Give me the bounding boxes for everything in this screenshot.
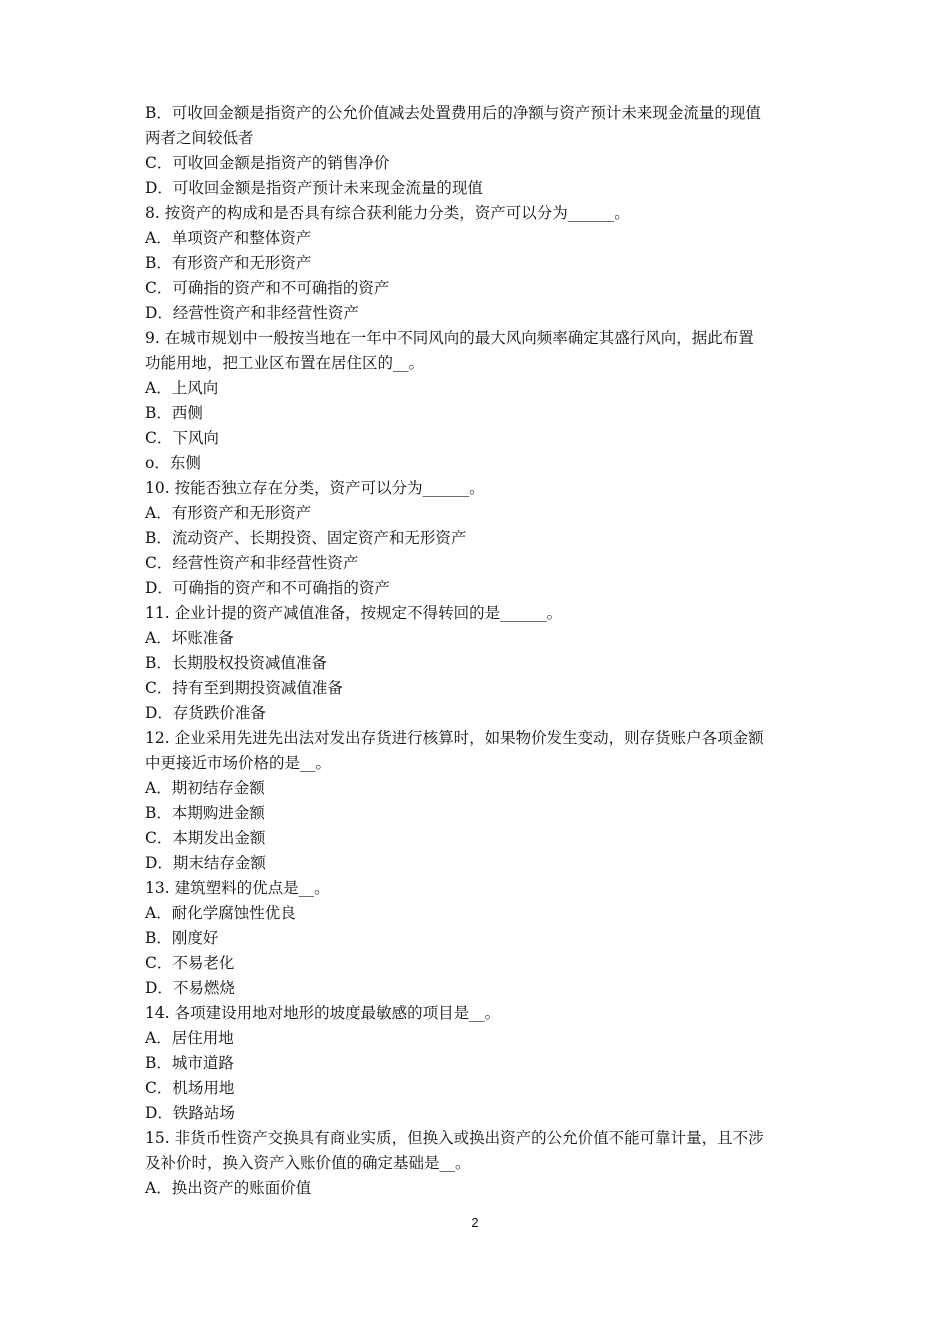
question-line: 11. 企业计提的资产减值准备，按规定不得转回的是______。 — [145, 604, 563, 622]
text-line: A．期初结存金额 — [145, 779, 265, 797]
text-line: A．换出资产的账面价值 — [145, 1179, 312, 1197]
text-line: B．西侧 — [145, 404, 203, 422]
text-line: B．本期购进金额 — [145, 804, 265, 822]
text-line: A．单项资产和整体资产 — [145, 229, 312, 247]
text-line: D．可收回金额是指资产预计未来现金流量的现值 — [145, 179, 483, 197]
text-line: o．东侧 — [145, 454, 201, 472]
text-line: B．流动资产、长期投资、固定资产和无形资产 — [145, 529, 467, 547]
text-line: B．刚度好 — [145, 929, 219, 947]
text-line: C．机场用地 — [145, 1079, 235, 1097]
question-line: 9. 在城市规划中一般按当地在一年中不同风向的最大风向频率确定其盛行风向，据此布置 — [145, 329, 754, 347]
question-line: 15. 非货币性资产交换具有商业实质，但换入或换出资产的公允价值不能可靠计量，且不涉 — [145, 1129, 764, 1147]
text-line: D．铁路站场 — [145, 1104, 235, 1122]
text-line: C．持有至到期投资减值准备 — [145, 679, 343, 697]
text-line: D．不易燃烧 — [145, 979, 235, 997]
page-content — [145, 101, 835, 1201]
text-line: D．可确指的资产和不可确指的资产 — [145, 579, 390, 597]
text-line: B．城市道路 — [145, 1054, 234, 1072]
text-line: C．下风向 — [145, 429, 219, 447]
question-line: 12. 企业采用先进先出法对发出存货进行核算时，如果物价发生变动，则存货账户各项金额 — [145, 729, 764, 747]
text-line: A．上风向 — [145, 379, 219, 397]
question-line: 8. 按资产的构成和是否具有综合获利能力分类，资产可以分为______。 — [145, 204, 630, 222]
text-line: B．可收回金额是指资产的公允价值减去处置费用后的净额与资产预计未来现金流量的现值 — [145, 104, 761, 122]
text-line: C．可收回金额是指资产的销售净价 — [145, 154, 390, 172]
question-line: 13. 建筑塑料的优点是__。 — [145, 879, 330, 897]
text-line: A．耐化学腐蚀性优良 — [145, 904, 296, 922]
text-line: 两者之间较低者 — [145, 129, 254, 147]
text-line: C．不易老化 — [145, 954, 235, 972]
text-line: B．有形资产和无形资产 — [145, 254, 312, 272]
text-line: D．期末结存金额 — [145, 854, 266, 872]
text-line: B．长期股权投资减值准备 — [145, 654, 327, 672]
text-line: C．本期发出金额 — [145, 829, 266, 847]
text-line: C．可确指的资产和不可确指的资产 — [145, 279, 390, 297]
page-number: 2 — [471, 1215, 479, 1230]
text-line: A．有形资产和无形资产 — [145, 504, 312, 522]
question-line: 10. 按能否独立存在分类，资产可以分为______。 — [145, 479, 485, 497]
text-line: A．坏账准备 — [145, 629, 234, 647]
text-line: D．存货跌价准备 — [145, 704, 266, 722]
text-line: D．经营性资产和非经营性资产 — [145, 304, 359, 322]
text-line: A．居住用地 — [145, 1029, 234, 1047]
text-line: 中更接近市场价格的是__。 — [145, 754, 332, 772]
question-line: 14. 各项建设用地对地形的坡度最敏感的项目是__。 — [145, 1004, 501, 1022]
text-line: C．经营性资产和非经营性资产 — [145, 554, 359, 572]
text-line: 及补价时，换入资产入账价值的确定基础是__。 — [145, 1154, 471, 1172]
text-line: 功能用地，把工业区布置在居住区的__。 — [145, 354, 425, 372]
